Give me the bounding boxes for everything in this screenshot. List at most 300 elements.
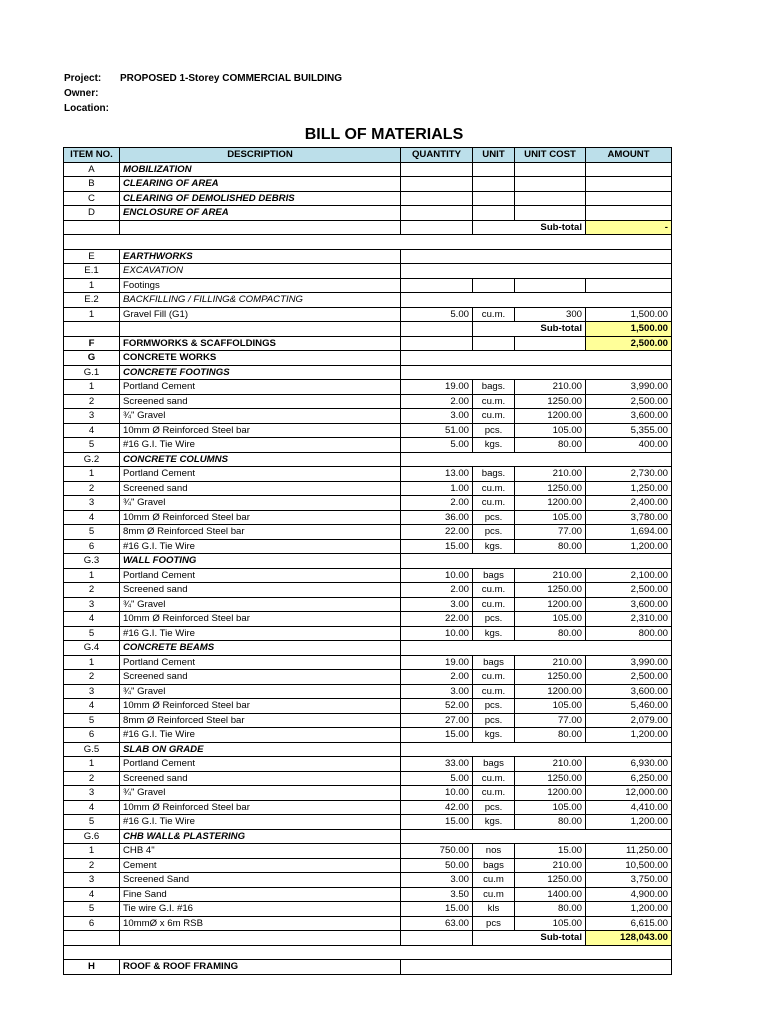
quantity-cell <box>401 931 473 946</box>
column-header-amount: AMOUNT <box>586 148 672 163</box>
unit-cost-cell <box>515 206 586 221</box>
unit-cost-cell: 300 <box>515 307 586 322</box>
quantity-cell: 5.00 <box>401 438 473 453</box>
quantity-cell <box>401 336 473 351</box>
item-no-cell: 6 <box>64 728 120 743</box>
amount-cell: 1,200.00 <box>586 539 672 554</box>
quantity-cell: 3.50 <box>401 887 473 902</box>
unit-cost-cell: 80.00 <box>515 728 586 743</box>
amount-cell: 2,730.00 <box>586 467 672 482</box>
description-cell: CHB 4" <box>120 844 401 859</box>
quantity-cell <box>401 322 473 337</box>
item-no-cell: 2 <box>64 771 120 786</box>
section-title: CONCRETE FOOTINGS <box>120 365 401 380</box>
amount-cell: 5,355.00 <box>586 423 672 438</box>
unit-cell: cu.m. <box>473 409 515 424</box>
subtotal-amount: - <box>586 220 672 235</box>
item-no-cell: 4 <box>64 887 120 902</box>
description-cell: Screened sand <box>120 670 401 685</box>
quantity-cell: 5.00 <box>401 307 473 322</box>
description-cell: Portland Cement <box>120 568 401 583</box>
empty-span-cell <box>401 249 672 264</box>
description-cell: 10mm Ø Reinforced Steel bar <box>120 612 401 627</box>
description-cell: #16 G.I. Tie Wire <box>120 626 401 641</box>
table-row <box>64 409 672 424</box>
item-no-cell: 3 <box>64 786 120 801</box>
unit-cell: pcs. <box>473 713 515 728</box>
section-heading-row <box>64 336 672 351</box>
description-cell <box>120 220 401 235</box>
quantity-cell: 15.00 <box>401 902 473 917</box>
quantity-cell <box>401 206 473 221</box>
quantity-cell: 2.00 <box>401 394 473 409</box>
table-row <box>64 655 672 670</box>
item-no-cell: 1 <box>64 757 120 772</box>
table-row <box>64 612 672 627</box>
quantity-cell <box>401 177 473 192</box>
unit-cell: pcs. <box>473 423 515 438</box>
table-row <box>64 887 672 902</box>
unit-cost-cell: 15.00 <box>515 844 586 859</box>
section-title: SLAB ON GRADE <box>120 742 401 757</box>
unit-cell: nos <box>473 844 515 859</box>
location-row <box>64 101 342 116</box>
column-header-unit-cost: UNIT COST <box>515 148 586 163</box>
table-row <box>64 699 672 714</box>
amount-cell: 10,500.00 <box>586 858 672 873</box>
description-cell: Footings <box>120 278 401 293</box>
quantity-cell: 3.00 <box>401 409 473 424</box>
unit-cost-cell: 210.00 <box>515 655 586 670</box>
description-cell: Portland Cement <box>120 380 401 395</box>
item-no-cell: E <box>64 249 120 264</box>
quantity-cell: 10.00 <box>401 568 473 583</box>
quantity-cell: 5.00 <box>401 771 473 786</box>
item-no-cell: 4 <box>64 423 120 438</box>
amount-cell: 2,100.00 <box>586 568 672 583</box>
unit-cell: cu.m. <box>473 786 515 801</box>
item-no-cell: G.1 <box>64 365 120 380</box>
unit-cost-cell: 1250.00 <box>515 394 586 409</box>
item-no-cell: 6 <box>64 539 120 554</box>
table-row <box>64 728 672 743</box>
section-title: ROOF & ROOF FRAMING <box>120 960 401 975</box>
table-row <box>64 800 672 815</box>
unit-cell: pcs. <box>473 699 515 714</box>
section-title: CHB WALL& PLASTERING <box>120 829 401 844</box>
unit-cost-cell: 105.00 <box>515 699 586 714</box>
item-no-cell: G.3 <box>64 554 120 569</box>
section-heading-row <box>64 177 672 192</box>
subtotal-label: Sub-total <box>473 931 586 946</box>
subtotal-label: Sub-total <box>473 220 586 235</box>
item-no-cell: 3 <box>64 684 120 699</box>
item-no-cell: 1 <box>64 380 120 395</box>
quantity-cell: 52.00 <box>401 699 473 714</box>
description-cell: ¾" Gravel <box>120 786 401 801</box>
amount-cell <box>586 191 672 206</box>
empty-span-cell <box>401 829 672 844</box>
quantity-cell <box>401 220 473 235</box>
table-row <box>64 858 672 873</box>
amount-cell: 2,400.00 <box>586 496 672 511</box>
unit-cost-cell: 1200.00 <box>515 684 586 699</box>
table-row <box>64 670 672 685</box>
column-header-unit: UNIT <box>473 148 515 163</box>
unit-cost-cell: 210.00 <box>515 380 586 395</box>
section-heading-row <box>64 162 672 177</box>
quantity-cell: 2.00 <box>401 496 473 511</box>
description-cell: Gravel Fill (G1) <box>120 307 401 322</box>
amount-cell: 4,900.00 <box>586 887 672 902</box>
section-heading-row <box>64 365 672 380</box>
unit-cost-cell: 1200.00 <box>515 496 586 511</box>
table-row <box>64 583 672 598</box>
item-no-cell: E.1 <box>64 264 120 279</box>
unit-cell: kls <box>473 902 515 917</box>
unit-cell: bags. <box>473 380 515 395</box>
unit-cell: pcs. <box>473 525 515 540</box>
item-no-cell: F <box>64 336 120 351</box>
section-heading-row <box>64 742 672 757</box>
unit-cell: cu.m. <box>473 394 515 409</box>
item-no-cell: 2 <box>64 583 120 598</box>
description-cell: Tie wire G.I. #16 <box>120 902 401 917</box>
description-cell: 10mmØ x 6m RSB <box>120 916 401 931</box>
unit-cost-cell: 1200.00 <box>515 597 586 612</box>
unit-cell: cu.m. <box>473 496 515 511</box>
blank-cell <box>64 235 672 250</box>
item-no-cell: G <box>64 351 120 366</box>
table-row <box>64 278 672 293</box>
description-cell <box>120 931 401 946</box>
quantity-cell: 42.00 <box>401 800 473 815</box>
table-row <box>64 902 672 917</box>
item-no-cell: G.6 <box>64 829 120 844</box>
amount-cell: 1,200.00 <box>586 728 672 743</box>
table-row <box>64 568 672 583</box>
unit-cost-cell <box>515 191 586 206</box>
amount-cell: 800.00 <box>586 626 672 641</box>
item-no-cell: 3 <box>64 873 120 888</box>
table-row <box>64 380 672 395</box>
section-title: FORMWORKS & SCAFFOLDINGS <box>120 336 401 351</box>
table-row <box>64 786 672 801</box>
document-title: BILL OF MATERIALS <box>304 126 464 143</box>
amount-cell: 3,780.00 <box>586 510 672 525</box>
amount-cell: 11,250.00 <box>586 844 672 859</box>
description-cell: ¾" Gravel <box>120 409 401 424</box>
quantity-cell: 19.00 <box>401 655 473 670</box>
column-header-item-no: ITEM NO. <box>64 148 120 163</box>
unit-cost-cell: 1250.00 <box>515 873 586 888</box>
quantity-cell: 10.00 <box>401 626 473 641</box>
quantity-cell <box>401 278 473 293</box>
amount-cell: 1,694.00 <box>586 525 672 540</box>
unit-cell: pcs. <box>473 510 515 525</box>
amount-cell <box>586 278 672 293</box>
item-no-cell: 1 <box>64 278 120 293</box>
amount-cell: 3,600.00 <box>586 409 672 424</box>
column-header-quantity: QUANTITY <box>401 148 473 163</box>
section-title: CLEARING OF AREA <box>120 177 401 192</box>
table-row <box>64 423 672 438</box>
table-header-row <box>64 148 672 163</box>
section-title: BACKFILLING / FILLING& COMPACTING <box>120 293 401 308</box>
amount-cell: 4,410.00 <box>586 800 672 815</box>
item-no-cell: H <box>64 960 120 975</box>
unit-cell: cu.m. <box>473 771 515 786</box>
description-cell: Portland Cement <box>120 757 401 772</box>
table-row <box>64 539 672 554</box>
item-no-cell: E.2 <box>64 293 120 308</box>
quantity-cell: 15.00 <box>401 815 473 830</box>
unit-cost-cell: 80.00 <box>515 902 586 917</box>
unit-cost-cell: 1250.00 <box>515 583 586 598</box>
amount-cell: 3,600.00 <box>586 597 672 612</box>
amount-cell: 2,500.00 <box>586 583 672 598</box>
quantity-cell <box>401 162 473 177</box>
unit-cell: bags <box>473 568 515 583</box>
amount-cell: 3,990.00 <box>586 655 672 670</box>
amount-cell: 2,310.00 <box>586 612 672 627</box>
description-cell: Screened sand <box>120 481 401 496</box>
description-cell: Screened Sand <box>120 873 401 888</box>
unit-cell: pcs. <box>473 612 515 627</box>
unit-cost-cell: 105.00 <box>515 800 586 815</box>
unit-cost-cell: 210.00 <box>515 467 586 482</box>
table-row <box>64 481 672 496</box>
amount-cell <box>586 162 672 177</box>
unit-cost-cell: 105.00 <box>515 612 586 627</box>
description-cell: Cement <box>120 858 401 873</box>
unit-cell: pcs <box>473 916 515 931</box>
section-heading-row <box>64 554 672 569</box>
section-title: MOBILIZATION <box>120 162 401 177</box>
description-cell: 10mm Ø Reinforced Steel bar <box>120 423 401 438</box>
unit-cell: cu.m. <box>473 307 515 322</box>
section-heading-row <box>64 206 672 221</box>
unit-cost-cell: 210.00 <box>515 568 586 583</box>
unit-cost-cell: 80.00 <box>515 815 586 830</box>
unit-cell: cu.m. <box>473 583 515 598</box>
unit-cost-cell: 1200.00 <box>515 409 586 424</box>
amount-cell <box>586 206 672 221</box>
unit-cell: pcs. <box>473 800 515 815</box>
section-title: ENCLOSURE OF AREA <box>120 206 401 221</box>
unit-cost-cell: 1250.00 <box>515 481 586 496</box>
unit-cost-cell: 1250.00 <box>515 670 586 685</box>
empty-span-cell <box>401 264 672 279</box>
empty-span-cell <box>401 293 672 308</box>
table-row <box>64 307 672 322</box>
amount-cell: 5,460.00 <box>586 699 672 714</box>
table-row <box>64 771 672 786</box>
empty-span-cell <box>401 554 672 569</box>
quantity-cell: 22.00 <box>401 525 473 540</box>
section-heading-row <box>64 452 672 467</box>
item-no-cell: 4 <box>64 510 120 525</box>
unit-cell: kgs. <box>473 626 515 641</box>
description-cell: #16 G.I. Tie Wire <box>120 728 401 743</box>
table-body <box>64 162 672 974</box>
table-row <box>64 496 672 511</box>
amount-cell: 2,079.00 <box>586 713 672 728</box>
unit-cost-cell: 105.00 <box>515 423 586 438</box>
unit-cell: kgs. <box>473 539 515 554</box>
unit-cost-cell <box>515 177 586 192</box>
description-cell: Screened sand <box>120 771 401 786</box>
unit-cell: cu.m. <box>473 670 515 685</box>
section-heading-row <box>64 264 672 279</box>
subtotal-label: Sub-total <box>473 322 586 337</box>
unit-cell: kgs. <box>473 728 515 743</box>
amount-cell <box>586 177 672 192</box>
quantity-cell: 36.00 <box>401 510 473 525</box>
section-title: EARTHWORKS <box>120 249 401 264</box>
unit-cost-cell: 80.00 <box>515 438 586 453</box>
section-heading-row <box>64 351 672 366</box>
unit-cost-cell: 210.00 <box>515 757 586 772</box>
unit-cell <box>473 278 515 293</box>
blank-cell <box>64 945 672 960</box>
amount-cell: 3,750.00 <box>586 873 672 888</box>
item-no-cell: 1 <box>64 655 120 670</box>
item-no-cell: G.2 <box>64 452 120 467</box>
unit-cost-cell: 77.00 <box>515 525 586 540</box>
amount-cell: 1,250.00 <box>586 481 672 496</box>
item-no-cell: B <box>64 177 120 192</box>
quantity-cell: 27.00 <box>401 713 473 728</box>
quantity-cell: 15.00 <box>401 539 473 554</box>
item-no-cell: 6 <box>64 916 120 931</box>
empty-span-cell <box>401 452 672 467</box>
subtotal-row <box>64 931 672 946</box>
description-cell: ¾" Gravel <box>120 496 401 511</box>
item-no-cell: C <box>64 191 120 206</box>
subtotal-amount: 128,043.00 <box>586 931 672 946</box>
unit-cost-cell: 105.00 <box>515 510 586 525</box>
description-cell: Fine Sand <box>120 887 401 902</box>
project-label: Project: <box>64 73 102 84</box>
unit-cell <box>473 162 515 177</box>
item-no-cell <box>64 220 120 235</box>
item-no-cell: 5 <box>64 713 120 728</box>
owner-label: Owner: <box>64 88 99 99</box>
table-row <box>64 844 672 859</box>
quantity-cell: 3.00 <box>401 684 473 699</box>
amount-cell: 1,200.00 <box>586 815 672 830</box>
amount-cell: 1,500.00 <box>586 307 672 322</box>
unit-cell: cu.m. <box>473 597 515 612</box>
unit-cell: cu.m <box>473 887 515 902</box>
quantity-cell: 10.00 <box>401 786 473 801</box>
table-row <box>64 438 672 453</box>
location-label: Location: <box>64 103 109 114</box>
unit-cell: kgs. <box>473 815 515 830</box>
item-no-cell: 5 <box>64 626 120 641</box>
description-cell: 10mm Ø Reinforced Steel bar <box>120 800 401 815</box>
quantity-cell: 2.00 <box>401 670 473 685</box>
project-info <box>64 71 342 116</box>
unit-cell: bags <box>473 757 515 772</box>
item-no-cell: 5 <box>64 902 120 917</box>
item-no-cell: 4 <box>64 612 120 627</box>
description-cell: Portland Cement <box>120 655 401 670</box>
unit-cost-cell: 80.00 <box>515 539 586 554</box>
table-row <box>64 510 672 525</box>
amount-cell: 400.00 <box>586 438 672 453</box>
quantity-cell: 51.00 <box>401 423 473 438</box>
description-cell: 10mm Ø Reinforced Steel bar <box>120 699 401 714</box>
table-row <box>64 684 672 699</box>
section-heading-row <box>64 191 672 206</box>
quantity-cell: 19.00 <box>401 380 473 395</box>
unit-cost-cell: 210.00 <box>515 858 586 873</box>
unit-cell <box>473 336 515 351</box>
subtotal-row <box>64 322 672 337</box>
item-no-cell: 2 <box>64 481 120 496</box>
quantity-cell: 63.00 <box>401 916 473 931</box>
amount-cell: 1,200.00 <box>586 902 672 917</box>
section-title: CONCRETE COLUMNS <box>120 452 401 467</box>
section-title: CONCRETE BEAMS <box>120 641 401 656</box>
description-cell: #16 G.I. Tie Wire <box>120 815 401 830</box>
column-header-description: DESCRIPTION <box>120 148 401 163</box>
quantity-cell: 3.00 <box>401 597 473 612</box>
section-heading-row <box>64 293 672 308</box>
item-no-cell: 5 <box>64 438 120 453</box>
item-no-cell: G.4 <box>64 641 120 656</box>
amount-cell: 3,990.00 <box>586 380 672 395</box>
empty-span-cell <box>401 742 672 757</box>
section-amount: 2,500.00 <box>586 336 672 351</box>
item-no-cell: 3 <box>64 409 120 424</box>
table-row <box>64 757 672 772</box>
bill-of-materials-table <box>63 147 672 975</box>
unit-cell: cu.m <box>473 873 515 888</box>
description-cell: ¾" Gravel <box>120 597 401 612</box>
item-no-cell: 2 <box>64 394 120 409</box>
item-no-cell: A <box>64 162 120 177</box>
project-value: PROPOSED 1-Storey COMMERCIAL BUILDING <box>120 73 343 84</box>
unit-cost-cell <box>515 162 586 177</box>
unit-cost-cell: 1250.00 <box>515 771 586 786</box>
item-no-cell: 4 <box>64 699 120 714</box>
item-no-cell: 3 <box>64 496 120 511</box>
item-no-cell: 5 <box>64 525 120 540</box>
section-title: WALL FOOTING <box>120 554 401 569</box>
unit-cell: cu.m. <box>473 481 515 496</box>
quantity-cell: 2.00 <box>401 583 473 598</box>
subtotal-row <box>64 220 672 235</box>
unit-cell <box>473 191 515 206</box>
blank-row <box>64 945 672 960</box>
table-row <box>64 394 672 409</box>
subtotal-amount: 1,500.00 <box>586 322 672 337</box>
unit-cost-cell: 77.00 <box>515 713 586 728</box>
unit-cell: bags <box>473 858 515 873</box>
item-no-cell: G.5 <box>64 742 120 757</box>
unit-cell <box>473 177 515 192</box>
unit-cost-cell: 105.00 <box>515 916 586 931</box>
description-cell: Screened sand <box>120 394 401 409</box>
section-heading-row <box>64 960 672 975</box>
description-cell: Portland Cement <box>120 467 401 482</box>
quantity-cell: 13.00 <box>401 467 473 482</box>
quantity-cell: 22.00 <box>401 612 473 627</box>
table-row <box>64 713 672 728</box>
